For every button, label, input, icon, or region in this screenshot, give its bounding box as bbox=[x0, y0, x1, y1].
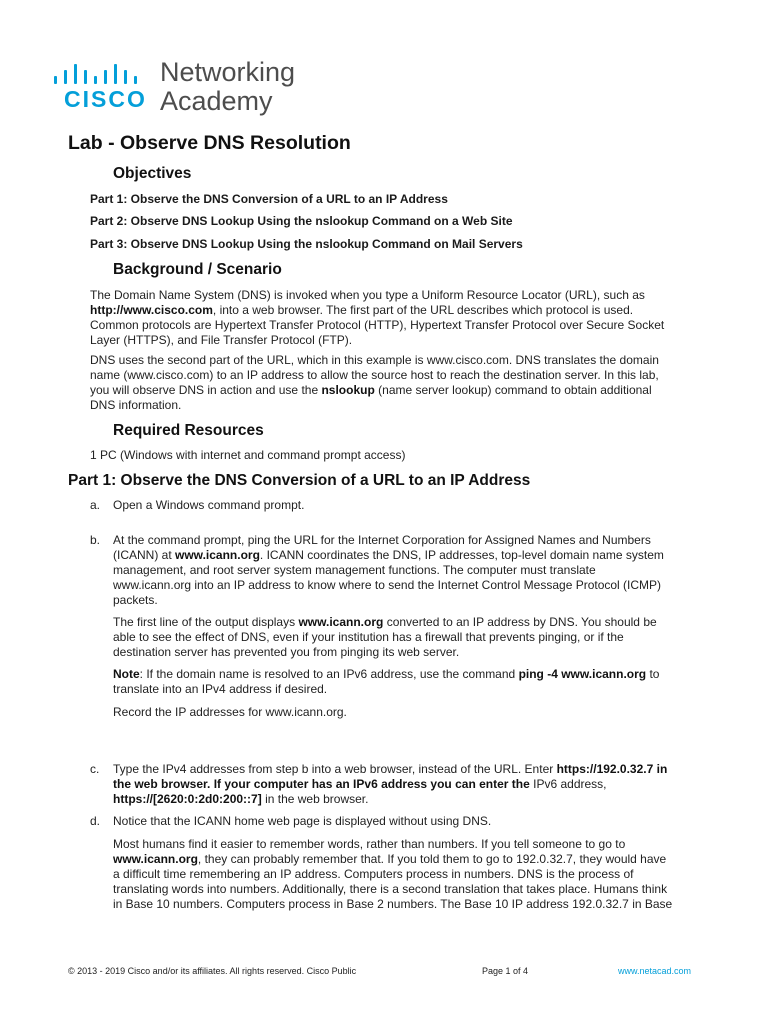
footer-website-link[interactable]: www.netacad.com bbox=[618, 966, 692, 976]
step-a: a. Open a Windows command prompt. bbox=[90, 498, 305, 512]
ping-command: ping -4 www.icann.org bbox=[518, 667, 647, 681]
note-label: Note bbox=[113, 667, 140, 681]
cisco-networking-academy-logo bbox=[52, 58, 312, 118]
objective-item-2: Part 2: Observe DNS Lookup Using the nslookup Command on a Web Site bbox=[90, 214, 513, 228]
objective-item-1: Part 1: Observe the DNS Conversion of a URL to an IP Address bbox=[90, 192, 448, 206]
background-paragraph-2: DNS uses the second part of the URL, which in this example is www.cisco.com. DNS translates the domain name (www.cisco.com) to an IP address to allow the source host to reach the destination server. In this lab, you will observe DNS in action and use the nslookup (name server lookup) command to obtain additional DNS information. bbox=[90, 353, 659, 412]
step-c: c. Type the IPv4 addresses from step b into a web browser, instead of the URL. Enter https://192.0.32.7 in the web browser. If your computer has an IPv6 address you can enter the IPv6 address, https://[2620:0:2d0:200::7] in the web browser. bbox=[90, 762, 668, 806]
required-resources-heading: Required Resources bbox=[113, 422, 264, 439]
required-resources-text: 1 PC (Windows with internet and command prompt access) bbox=[90, 448, 406, 462]
objectives-heading: Objectives bbox=[113, 165, 192, 182]
step-b-note: Note: If the domain name is resolved to an IPv6 address, use the command ping -4 www.icann.org to translate into an IPv4 address if desired. bbox=[113, 667, 660, 696]
icann-url: www.icann.org bbox=[175, 548, 260, 562]
step-d: d. Notice that the ICANN home web page is displayed without using DNS. bbox=[90, 814, 492, 828]
ipv6-url: https://[2620:0:2d0:200::7] bbox=[113, 792, 262, 806]
nslookup-keyword: nslookup bbox=[321, 383, 375, 397]
step-letter: d. bbox=[90, 814, 101, 828]
lab-title: Lab - Observe DNS Resolution bbox=[68, 132, 351, 154]
step-d-paragraph: Most humans find it easier to remember words, rather than numbers. If you tell someone to go to www.icann.org, they can probably remember that. If you told them to go to 192.0.32.7, they would have a difficult time remembering an IP address. Computers process in numbers. DNS is the process of translating words into numbers. Additionally, there is a second translation that takes place. Humans think in Base 10 numbers. Computers process in Base 2 numbers. The Base 10 IP address 192.0.32.7 in Base bbox=[113, 837, 673, 911]
background-paragraph-1: The Domain Name System (DNS) is invoked when you type a Uniform Resource Locator (URL), such as http://www.cisco.com, into a web browser. The first part of the URL describes which protocol is used. Common protocols are Hypertext Transfer Protocol (HTTP), Hypertext Transfer Protocol over Secure Socket Layer (HTTPS), and File Transfer Protocol (FTP). bbox=[90, 288, 665, 347]
step-b: b. At the command prompt, ping the URL for the Internet Corporation for Assigned Names and Numbers (ICANN) at www.icann.org. ICANN coordinates the DNS, IP addresses, top-level domain name system management, and root server system management functions. The computer must translate www.icann.org into an IP address to know where to send the Internet Control Message Protocol (ICMP) packets. bbox=[90, 533, 664, 607]
objective-item-3: Part 3: Observe DNS Lookup Using the nslookup Command on Mail Servers bbox=[90, 237, 523, 251]
step-letter: c. bbox=[90, 762, 100, 776]
background-heading: Background / Scenario bbox=[113, 261, 282, 278]
step-b-output-paragraph: The first line of the output displays www.icann.org converted to an IP address by DNS. You should be able to see the effect of DNS, even if your institution has a firewall that prevents pinging, or if the destination server has prevented you from pinging its web server. bbox=[113, 615, 657, 659]
step-letter: a. bbox=[90, 498, 101, 512]
footer-page-number: Page 1 of 4 bbox=[482, 966, 529, 976]
step-letter: b. bbox=[90, 533, 101, 547]
cisco-wordmark: CISCO bbox=[64, 86, 147, 112]
logo-academy-text: Academy bbox=[160, 86, 273, 116]
logo-networking-text: Networking bbox=[160, 57, 296, 87]
step-b-record: Record the IP addresses for www.icann.org. bbox=[113, 705, 347, 719]
footer-copyright: © 2013 - 2019 Cisco and/or its affiliates. All rights reserved. Cisco Public bbox=[68, 966, 357, 976]
cisco-bars-icon bbox=[52, 62, 148, 84]
part1-heading: Part 1: Observe the DNS Conversion of a URL to an IP Address bbox=[68, 472, 531, 489]
cisco-url: http://www.cisco.com bbox=[90, 303, 213, 317]
